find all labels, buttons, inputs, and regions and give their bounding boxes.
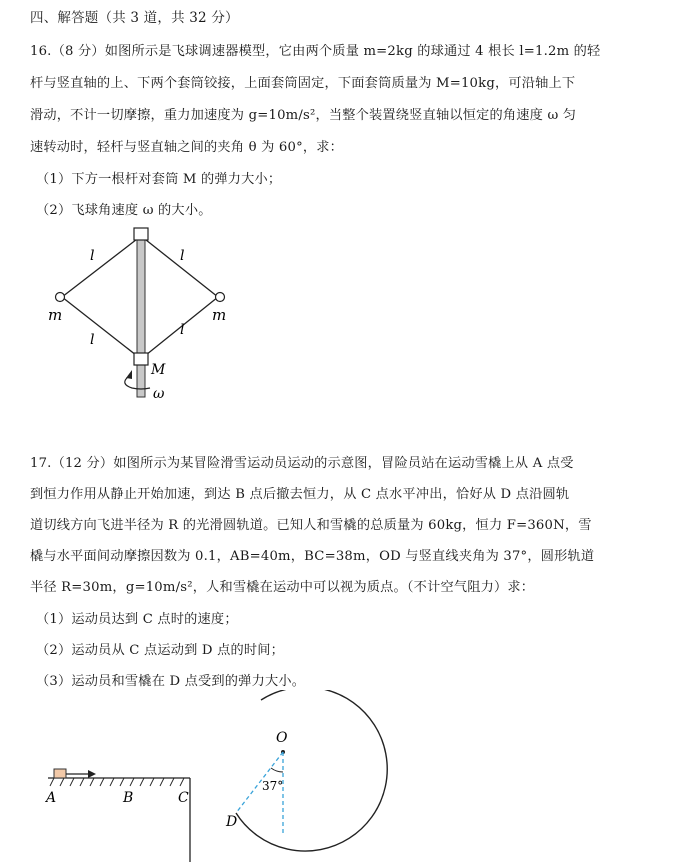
- q16-line-2: 杆与竖直轴的上、下两个套筒铰接，上面套筒固定，下面套筒质量为 M=10kg，可沿轴上下: [30, 76, 576, 91]
- label-sleeve: M: [151, 362, 166, 378]
- q17-line-2: 到恒力作用从静止开始加速，到达 B 点后撤去恒力，从 C 点水平冲出，恰好从 D 点沿圆轨: [30, 487, 570, 502]
- lower-sleeve: [134, 353, 148, 365]
- platform-hatching: [50, 778, 184, 786]
- force-arrowhead: [88, 770, 96, 778]
- rod-upper-right: [141, 236, 218, 297]
- q16-sub-1: （1）下方一根杆对套筒 M 的弹力大小；: [36, 172, 282, 187]
- q16-figure-governor: [40, 222, 250, 407]
- label-B: B: [123, 790, 134, 806]
- label-rod-upper-left: l: [90, 248, 95, 264]
- label-ball-right: m: [212, 306, 227, 324]
- upper-sleeve: [134, 228, 148, 240]
- label-rod-upper-right: l: [180, 248, 185, 264]
- label-ball-left: m: [48, 306, 63, 324]
- label-rod-lower-left: l: [90, 332, 95, 348]
- q17-sub-1: （1）运动员达到 C 点时的速度；: [36, 612, 238, 627]
- q17-line-5: 半径 R=30m，g=10m/s²，人和雪橇在运动中可以视为质点。（不计空气阻力）求：: [30, 580, 535, 595]
- angle-arc: [271, 768, 283, 772]
- q17-sub-2: （2）运动员从 C 点运动到 D 点的时间；: [36, 643, 285, 658]
- q16-line-4: 速转动时，轻杆与竖直轴之间的夹角 θ 为 60°，求：: [30, 140, 344, 155]
- q17-line-4: 橇与水平面间动摩擦因数为 0.1，AB=40m，BC=38m，OD 与竖直线夹角为 37°，圆形轨道: [30, 549, 595, 564]
- label-C: C: [178, 790, 189, 806]
- q17-sub-3: （3）运动员和雪橇在 D 点受到的弹力大小。: [36, 674, 306, 689]
- q16-line-3: 滑动，不计一切摩擦，重力加速度为 g=10m/s²，当整个装置绕竖直轴以恒定的角速度 ω 匀: [30, 108, 577, 123]
- rotation-arrowhead: [126, 370, 132, 379]
- q17-line-3: 道切线方向飞进半径为 R 的光滑圆轨道。已知人和雪橇的总质量为 60kg，恒力 F=360N，雪: [30, 518, 592, 533]
- q17-figure-ski-track: [40, 690, 420, 865]
- q16-line-1: 16.（8 分）如图所示是飞球调速器模型，它由两个质量 m=2kg 的球通过 4 根长 l=1.2m 的轻: [30, 44, 601, 59]
- rod-upper-left: [62, 236, 141, 297]
- rod-lower-left: [62, 297, 141, 359]
- ball-left: [56, 293, 65, 302]
- q17-line-1: 17.（12 分）如图所示为某冒险滑雪运动员运动的示意图，冒险员站在运动雪橇上从 A 点受: [30, 456, 574, 471]
- label-angle: 37°: [262, 779, 284, 793]
- label-D: D: [226, 814, 238, 830]
- vertical-axis: [137, 232, 145, 397]
- sled: [54, 769, 66, 778]
- label-O: O: [276, 730, 288, 746]
- circular-track: [236, 690, 387, 851]
- section-heading: 四、解答题（共 3 道，共 32 分）: [30, 10, 239, 26]
- label-A: A: [46, 790, 57, 806]
- ball-right: [216, 293, 225, 302]
- label-omega: ω: [153, 386, 165, 402]
- label-rod-lower-right: l: [180, 322, 185, 338]
- q16-sub-2: （2）飞球角速度 ω 的大小。: [36, 203, 212, 218]
